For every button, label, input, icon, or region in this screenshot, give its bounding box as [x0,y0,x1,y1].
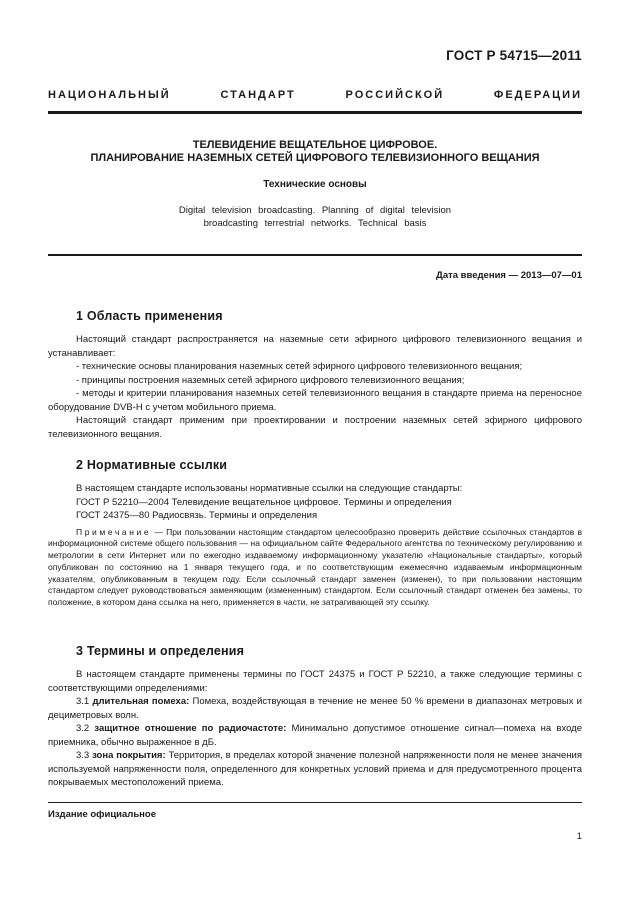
section-heading: 1 Область применения [76,309,223,323]
list-item: - методы и критерии планирования наземных сетей телевизионного вещания в стандарте приема на переносное оборудование DVB-H с учетом мобильного приема. [48,388,582,413]
official-edition-label: Издание официальное [48,809,156,820]
paragraph: В настоящем стандарте применены термины по ГОСТ 24375 и ГОСТ Р 52210, а также следующие термины с соответствующими определениями: [48,669,582,694]
document-title [48,139,582,165]
term-definition [48,749,582,790]
title-rule [48,254,582,256]
section-scope [48,309,582,441]
term-number: 3.3 [76,750,93,761]
title-line-1: ТЕЛЕВИДЕНИЕ ВЕЩАТЕЛЬНОЕ ЦИФРОВОЕ. [192,139,438,151]
paragraph: Настоящий стандарт распространяется на наземные сети эфирного цифрового телевизионного вещания и устанавливает: [48,334,582,359]
term-name: зона покрытия: [92,750,166,761]
introduction-date: Дата введения — 2013—07—01 [436,270,582,281]
title-line-2: ПЛАНИРОВАНИЕ НАЗЕМНЫХ СЕТЕЙ ЦИФРОВОГО ТЕЛЕВИЗИОННОГО ВЕЩАНИЯ [90,152,540,164]
note [48,527,582,610]
term-text: Помеха, воздействующая в течение не менее 50 % времени в диапазонах метровых и дециметровых волн. [48,696,582,721]
paragraph: В настоящем стандарте использованы нормативные ссылки на следующие стандарты: [76,483,463,494]
document-subtitle: Технические основы [263,179,367,190]
english-title-line-1: Digital television broadcasting. Planning of digital television [178,205,452,216]
note-label: Примечание [76,526,152,537]
section-heading: 2 Нормативные ссылки [76,458,228,472]
paragraph: Настоящий стандарт применим при проектировании и построении наземных сетей эфирного цифрового телевизионного вещания. [48,415,582,440]
term-number: 3.1 [76,696,93,707]
reference-item: ГОСТ Р 52210—2004 Телевидение вещательное цифровое. Термины и определения [76,496,452,508]
national-standard-banner: НАЦИОНАЛЬНЫЙ СТАНДАРТ РОССИЙСКОЙ ФЕДЕРАЦИИ [48,89,582,101]
term-definition [48,722,582,749]
term-text: Минимально допустимое отношение сигнал—помеха на входе приемника, обычно выраженное в дБ. [48,723,582,748]
term-text: Территория, в пределах которой значение полезной напряженности поля не менее значения используемой напряженности поля, определенного для конкретных условий приема и для предусмотренного процента покрываемых местоположений приема. [48,750,582,788]
english-title [48,205,582,230]
note-text: — При пользовании настоящим стандартом целесообразно проверить действие ссылочных стандартов в информационной системе общего пользования — на официальном сайте Федерального агентства по техническому регулированию и метрологии в сети Интернет или по ежегодно издаваемому информационному указателю «Национальные стандарты», который опубликован по состоянию на 1 января текущего года, и по соответствующим ежемесячно издаваемым информационным указателям, опубликованным в текущем году. Если ссылочный стандарт заменен (изменен), то при пользовании настоящим стандартом следует руководствоваться заменяющим (измененным) стандартом. Если ссылочный стандарт отменен без замены, то положение, в котором дана ссылка на него, применяется в части, не затрагивающей эту ссылку. [48,526,582,608]
list-item: - технические основы планирования наземных сетей эфирного цифрового телевизионного вещания; [76,361,523,372]
term-name: длительная помеха: [92,696,190,707]
term-name: защитное отношение по радиочастоте: [94,723,287,734]
list-item: - принципы построения наземных сетей эфирного цифрового телевизионного вещания; [76,374,465,386]
section-heading: 3 Термины и определения [76,644,245,658]
header-rule [48,111,582,114]
reference-item: ГОСТ 24375—80 Радиосвязь. Термины и определения [76,510,318,521]
term-number: 3.2 [76,723,95,734]
page-number: 1 [576,831,582,842]
document-id: ГОСТ Р 54715—2011 [446,48,582,63]
section-terms-definitions [48,644,582,790]
english-title-line-2: broadcasting terrestrial networks. Technical basis [203,217,427,229]
term-definition [48,695,582,722]
section-normative-references [48,458,582,609]
footer-rule [48,802,582,803]
